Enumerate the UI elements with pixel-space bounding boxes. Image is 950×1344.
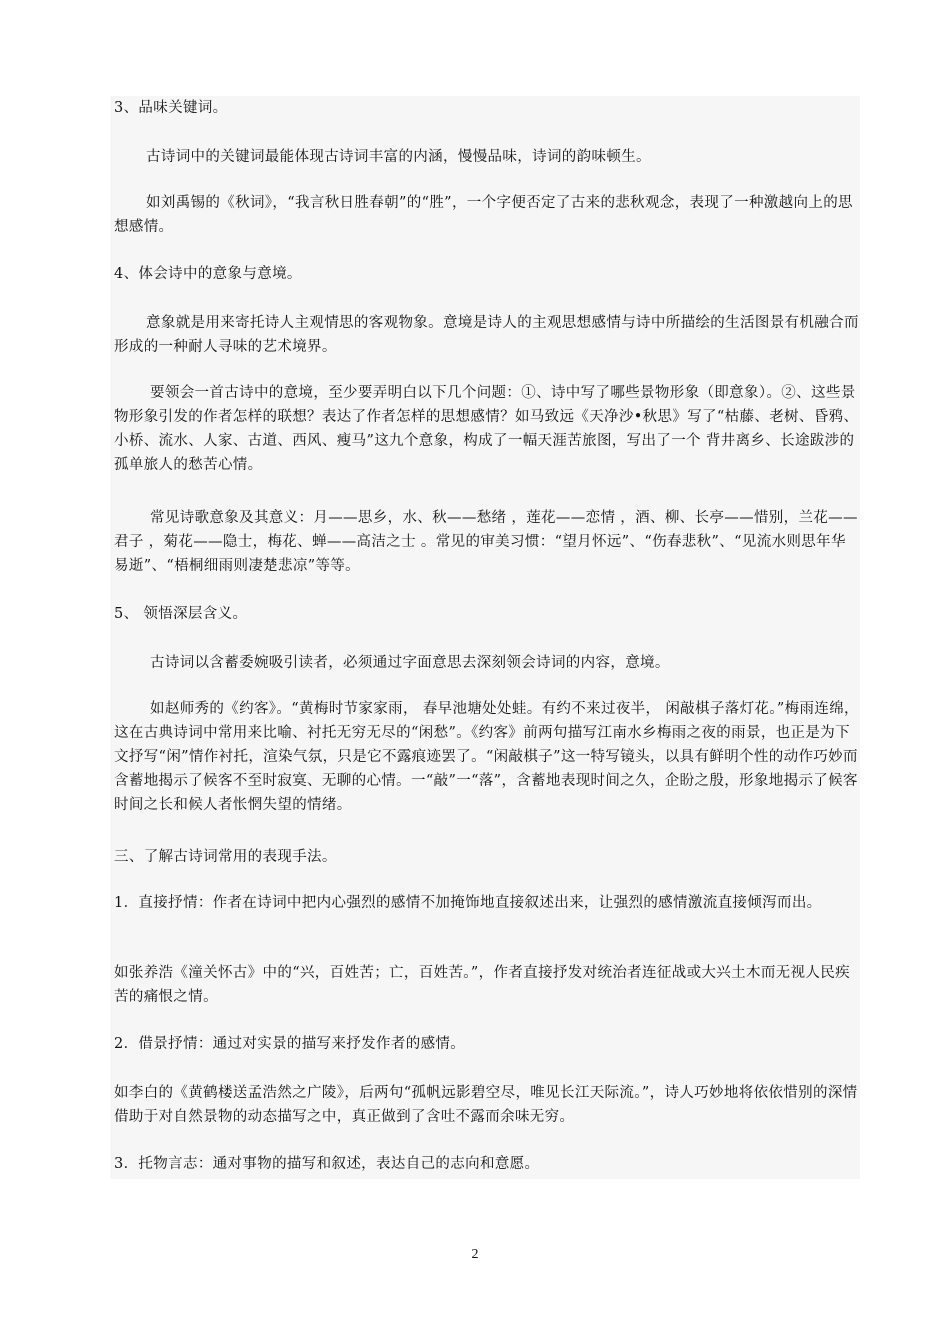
paragraph: 1．直接抒情：作者在诗词中把内心强烈的感情不加掩饰地直接叙述出来，让强烈的感情激流直接倾泻而出。: [114, 895, 822, 911]
paragraph: 意象就是用来寄托诗人主观情思的客观物象。意境是诗人的主观思想感情与诗中所描绘的生活图景有机融合而形成的一种耐人寻味的艺术境界。: [114, 315, 859, 355]
page-content: [110, 96, 860, 1179]
page-number: 2: [471, 1247, 479, 1262]
paragraph: 常见诗歌意象及其意义：月——思乡，水、秋——愁绪 ，莲花——恋情 ，酒、柳、长亭——惜别，兰花——君子 ，菊花——隐士，梅花、蝉——高洁之士 。常见的审美习惯：“望月怀远”、“伤春悲秋”、“见流水则思年华易逝”、“梧桐细雨则凄楚悲凉”等等。: [114, 510, 858, 574]
heading-3: 3、品味关键词。: [114, 100, 228, 116]
paragraph: 要领会一首古诗中的意境，至少要弄明白以下几个问题：①、诗中写了哪些景物形象（即意象）。②、这些景物形象引发的作者怎样的联想？表达了作者怎样的思想感情？如马致远《天净沙•秋思》写了“枯藤、老树、昏鸦、小桥、流水、人家、古道、西风、瘦马”这九个意象，构成了一幅天涯苦旅图，写出了一个 背井离乡、长途跋涉的孤单旅人的愁苦心情。: [114, 385, 859, 473]
paragraph: 古诗词中的关键词最能体现古诗词丰富的内涵，慢慢品味，诗词的韵味顿生。: [146, 149, 651, 165]
heading-4: 4、体会诗中的意象与意境。: [114, 266, 302, 282]
heading-5: 5、 领悟深层含义。: [114, 606, 248, 622]
paragraph: 如张养浩《潼关怀古》中的“兴，百姓苦；亡，百姓苦。”，作者直接抒发对统治者连征战或大兴土木而无视人民疾苦的痛恨之情。: [114, 965, 850, 1005]
paragraph: 古诗词以含蓄委婉吸引读者，必须通过字面意思去深刻领会诗词的内容，意境。: [150, 655, 670, 671]
paragraph: 如刘禹锡的《秋词》，“我言秋日胜春朝”的“胜”，一个字便否定了古来的悲秋观念，表现了一种激越向上的思想感情。: [114, 195, 853, 235]
paragraph: 如李白的《黄鹤楼送孟浩然之广陵》，后两句“孤帆远影碧空尽，唯见长江天际流。”，诗人巧妙地将依依惜别的深情借助于对自然景物的动态描写之中，真正做到了含吐不露而余味无穷。: [114, 1085, 858, 1125]
paragraph: 3．托物言志：通对事物的描写和叙述，表达自己的志向和意愿。: [114, 1156, 540, 1172]
section-heading: 三、了解古诗词常用的表现手法。: [114, 849, 337, 865]
paragraph: 如赵师秀的《约客》。“黄梅时节家家雨， 春早池塘处处蛙。有约不来过夜半， 闲敲棋子落灯花。”梅雨连绵，这在古典诗词中常用来比喻、衬托无穷无尽的“闲愁”。《约客》前两句描写江南水乡梅雨之夜的雨景，也正是为下文抒写“闲”情作衬托，渲染气氛，只是它不露痕迹罢了。“闲敲棋子”这一特写镜头，以具有鲜明个性的动作巧妙而含蓄地揭示了候客不至时寂寞、无聊的心情。一“敲”一“落”，含蓄地表现时间之久，企盼之殷，形象地揭示了候客时间之长和候人者怅惘失望的情绪。: [114, 701, 859, 813]
paragraph: 2．借景抒情：通过对实景的描写来抒发作者的感情。: [114, 1036, 466, 1052]
